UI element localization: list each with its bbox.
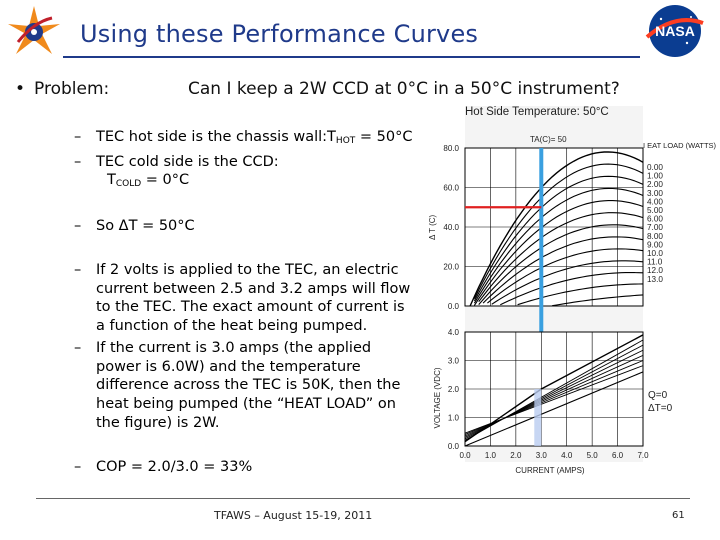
dash: –	[74, 218, 82, 234]
page-title: Using these Performance Curves	[80, 20, 479, 48]
bottom-y-axis-label: VOLTAGE (VDC)	[433, 367, 442, 429]
top-y-tick-label: 80.0	[443, 144, 459, 153]
cold-side-text: TEC cold side is the CCD:	[96, 154, 279, 170]
footer-text: TFAWS – August 15-19, 2011	[214, 509, 373, 522]
dt-zero-annotation: ΔT=0	[648, 403, 673, 414]
heat-load-legend-entry: 13.0	[647, 274, 663, 284]
cold-subscript: COLD	[115, 179, 142, 189]
hot-subscript: HOT	[335, 136, 356, 146]
heat-load-legend-entry: 12.0	[647, 266, 663, 276]
cold-t-label: T	[107, 172, 116, 188]
top-y-tick-label: 20.0	[443, 262, 459, 272]
hot-side-text: TEC hot side is the chassis wall:T	[96, 129, 336, 145]
dash: –	[74, 262, 82, 278]
heat-load-legend-entry: 10.0	[647, 249, 663, 258]
bottom-y-tick-label: 0.0	[447, 442, 459, 451]
problem-label: Problem:	[34, 79, 110, 99]
x-axis-label: CURRENT (AMPS)	[515, 466, 585, 475]
curve-label: TA(C)= 50	[530, 135, 567, 144]
top-y-tick-label: 60.0	[443, 183, 459, 193]
bullet: •	[15, 79, 26, 99]
cop-point	[74, 458, 253, 476]
heat-load-legend-entry: 2.00	[647, 180, 663, 190]
cold-side-temp	[107, 171, 189, 193]
dash: –	[74, 154, 82, 170]
footer-rule	[36, 498, 690, 499]
dash: –	[74, 459, 82, 475]
top-y-tick-label: 0.0	[447, 302, 459, 311]
heat-load-legend-entry: 11.0	[647, 257, 663, 267]
performance-chart	[410, 98, 717, 478]
title-underline	[63, 56, 640, 58]
heat-load-legend-entry: 0.00	[647, 163, 663, 172]
x-tick-label: 2.0	[510, 451, 522, 460]
delta-t-point	[74, 217, 195, 235]
chart-title: Hot Side Temperature: 50°C	[465, 106, 609, 118]
nasa-meatball-logo-icon	[641, 3, 709, 59]
heat-load-legend-entry: 6.00	[647, 214, 663, 224]
heat-load-legend-entry: 1.00	[647, 171, 663, 181]
current-explanation	[74, 339, 416, 433]
q-zero-annotation: Q=0	[648, 390, 668, 401]
heat-load-legend-entry: 8.00	[647, 231, 663, 241]
voltage-highlight-band	[534, 389, 541, 446]
x-tick-label: 6.0	[612, 451, 624, 460]
problem-statement	[15, 79, 620, 99]
dash: –	[74, 340, 82, 356]
bottom-y-tick-label: 1.0	[447, 413, 459, 423]
current-explanation-text: If the current is 3.0 amps (the applied power is 6.0W) and the temperature difference across the TEC is 50K, then the heat being pumped (the “HEAT LOAD” on the figure) is 2W.	[96, 340, 401, 431]
bottom-y-tick-label: 2.0	[447, 385, 459, 394]
page-number: 61	[672, 510, 685, 521]
star-burst-logo-icon	[4, 2, 64, 62]
x-tick-label: 4.0	[561, 451, 573, 460]
hot-side-value: = 50°C	[355, 129, 413, 145]
delta-t-text: So ΔT = 50°C	[96, 218, 195, 234]
hot-side-point	[74, 128, 413, 150]
cold-side-point	[74, 153, 279, 171]
heat-load-legend-entry: 9.00	[647, 240, 663, 250]
top-y-axis-label: Δ T (C)	[428, 214, 437, 240]
heat-load-legend-entry: 7.00	[647, 223, 663, 233]
cop-text: COP = 2.0/3.0 = 33%	[96, 459, 253, 475]
heat-load-legend-entry: 5.00	[647, 206, 663, 215]
x-tick-label: 3.0	[535, 451, 547, 460]
x-tick-label: 7.0	[637, 451, 649, 460]
heat-load-legend-title: I EAT LOAD (WATTS)	[643, 141, 717, 150]
x-tick-label: 1.0	[484, 451, 496, 460]
bottom-y-tick-label: 4.0	[447, 328, 459, 337]
voltage-explanation	[74, 261, 416, 336]
cold-side-value: = 0°C	[141, 172, 190, 188]
x-tick-label: 5.0	[586, 451, 598, 460]
voltage-explanation-text: If 2 volts is applied to the TEC, an electric current between 2.5 and 3.2 amps will flow to the TEC. The exact amount of current is a function of the heat being pumped.	[96, 262, 411, 335]
heat-load-legend-entry: 3.00	[647, 188, 663, 198]
heat-load-legend-entry: 4.00	[647, 197, 663, 207]
nasa-label: NASA	[655, 23, 695, 39]
problem-question: Can I keep a 2W CCD at 0°C in a 50°C instrument?	[188, 79, 620, 99]
x-tick-label: 0.0	[459, 451, 471, 460]
top-y-tick-label: 40.0	[443, 223, 459, 232]
dash: –	[74, 129, 82, 145]
bottom-y-tick-label: 3.0	[447, 356, 459, 366]
